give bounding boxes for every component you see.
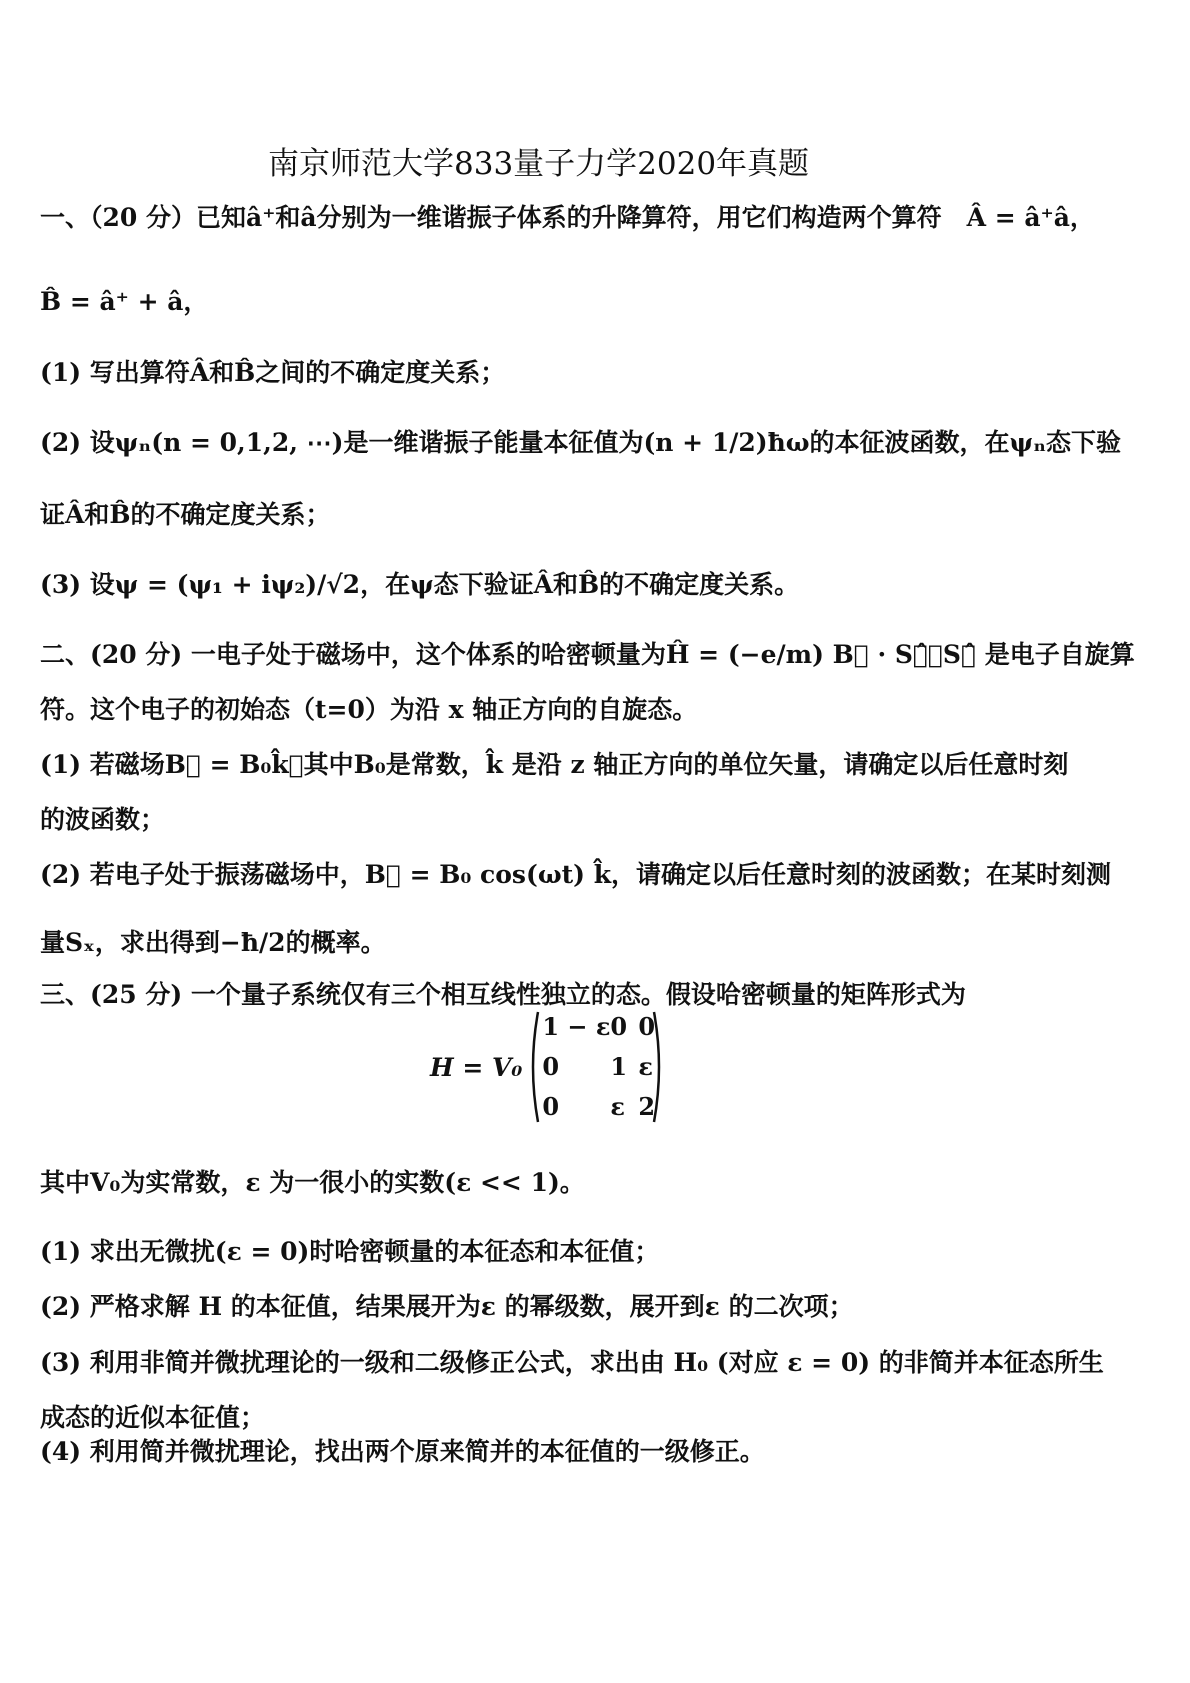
text-line: (3) 利用非简并微扰理论的一级和二级修正公式，求出由 H₀ (对应 ε = 0) 的非简并本征态所生	[40, 1348, 1104, 1377]
matrix-cell: ε	[638, 1052, 653, 1081]
text-line: (1) 写出算符Â和B̂之间的不确定度关系；	[40, 358, 506, 387]
matrix-cell: 0	[610, 1012, 628, 1041]
matrix-body	[526, 1008, 666, 1126]
text-line: (4) 利用简并微扰理论，找出两个原来简并的本征值的一级修正。	[40, 1437, 765, 1466]
text-line: 符。这个电子的初始态（t=0）为沿 x 轴正方向的自旋态。	[40, 695, 698, 724]
text-line: (1) 若磁场B⃗ = B₀k̂，其中B₀是常数，k̂ 是沿 z 轴正方向的单位矢量，请确定以后任意时刻	[40, 750, 1069, 779]
matrix-cell: 1	[610, 1052, 628, 1081]
text-line: 证Â和B̂的不确定度关系；	[40, 500, 331, 529]
text-line: 的波函数；	[40, 805, 166, 834]
text-line: (2) 设ψₙ(n = 0,1,2, ⋯)是一维谐振子能量本征值为(n + 1/2)ħω的本征波函数，在ψₙ态下验	[40, 428, 1122, 457]
matrix-cell: 0	[542, 1092, 560, 1121]
text-line: 一、（20 分）已知â⁺和â分别为一维谐振子体系的升降算符，用它们构造两个算符 Â = â⁺â，	[40, 203, 1095, 232]
text-line: 量Sₓ，求出得到−ħ/2的概率。	[40, 928, 386, 957]
text-line: 其中V₀为实常数，ε 为一很小的实数(ε << 1)。	[40, 1168, 585, 1197]
matrix-cell: ε	[610, 1092, 625, 1121]
matrix-cell: 0	[542, 1052, 560, 1081]
matrix-cell: 0	[638, 1012, 656, 1041]
text-line: 三、(25 分) 一个量子系统仅有三个相互线性独立的态。假设哈密顿量的矩阵形式为	[40, 980, 966, 1009]
text-line: 二、(20 分) 一电子处于磁场中，这个体系的哈密顿量为Ĥ = (−e/m) B⃗ · S⃗̂，S⃗̂ 是电子自旋算	[40, 640, 1135, 669]
text-line: (2) 严格求解 H 的本征值，结果展开为ε 的幂级数，展开到ε 的二次项；	[40, 1292, 854, 1321]
text-line: B̂ = â⁺ + â，	[40, 287, 209, 316]
matrix-label: H = V₀	[430, 1052, 523, 1082]
text-line: (2) 若电子处于振荡磁场中，B⃗ = B₀ cos(ωt) k̂，请确定以后任意时刻的波函数；在某时刻测	[40, 860, 1112, 889]
matrix-cell: 2	[638, 1092, 656, 1121]
text-line: (1) 求出无微扰(ε = 0)时哈密顿量的本征态和本征值；	[40, 1237, 660, 1266]
text-line: (3) 设ψ = (ψ₁ + iψ₂)/√2，在ψ态下验证Â和B̂的不确定度关系。	[40, 570, 800, 599]
page-title: 南京师范大学833量子力学2020年真题	[268, 146, 810, 182]
text-line: 成态的近似本征值；	[40, 1403, 266, 1432]
hamiltonian-matrix	[430, 1008, 666, 1126]
matrix-cell: 1 − ε	[542, 1012, 611, 1041]
